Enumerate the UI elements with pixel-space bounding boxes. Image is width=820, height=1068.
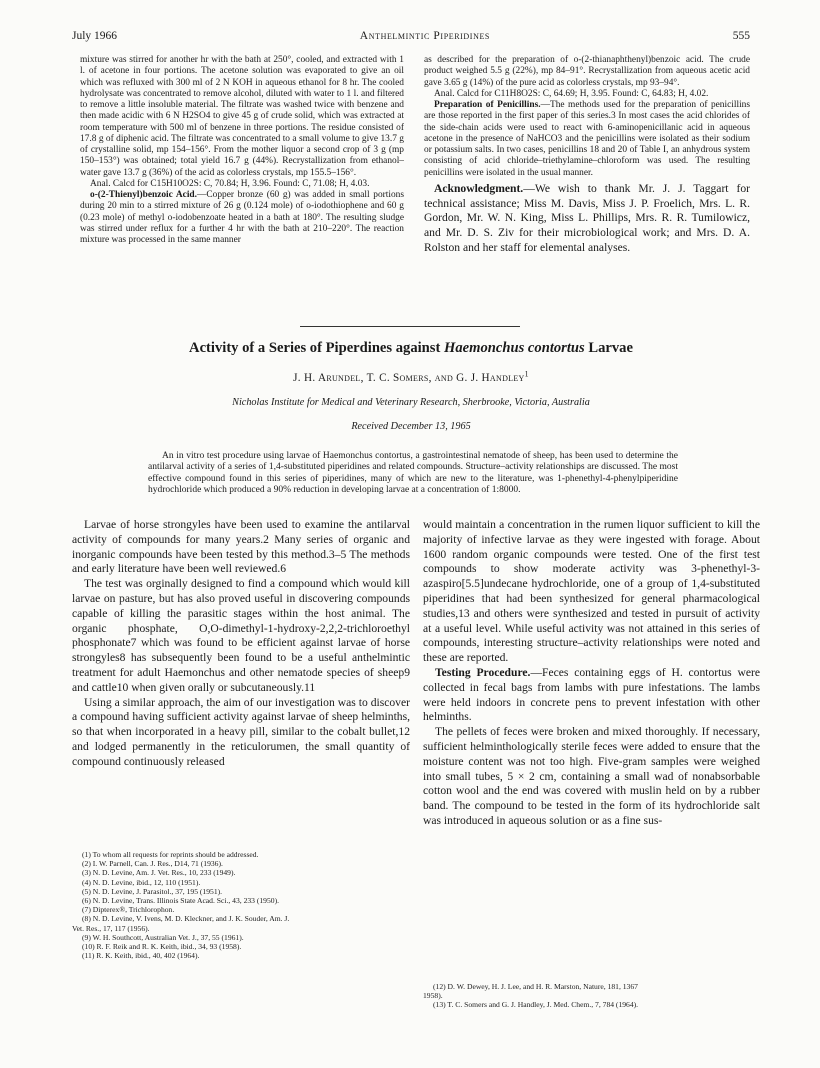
- article-affiliation: Nicholas Institute for Medical and Veterinary Research, Sherbrooke, Victoria, Australia: [232, 397, 590, 408]
- article-divider: [300, 326, 520, 327]
- body-left-column: [72, 518, 410, 770]
- author-footnote-marker: 1: [524, 369, 529, 379]
- body-right-column: [423, 518, 760, 829]
- footnote: (2) I. W. Parnell, Can. J. Res., D14, 71 (1936).: [82, 859, 223, 869]
- acknowledgment-paragraph: [424, 182, 750, 256]
- footnote: (5) N. D. Levine, J. Parasitol., 37, 195 (1951).: [82, 886, 223, 896]
- page-number: 555: [732, 30, 750, 42]
- paragraph-text: —The methods used for the preparation of penicillins are those reported in the first paper of this series.3 In most cases the acid chlorides of the side-chain acids were used to react with 6-aminopenicillanic acid in aqueous acetone in the presence of NaHCO3 and the penicillins were isolated as their sodium or potassium salts. In two cases, penicillins 18 and 20 of Table I, an anhydrous system consisting of acid chloride–triethylamine–chloroform was used. The resulting penicillins were isolated in the usual manner.: [424, 100, 751, 178]
- pellets-paragraph: The pellets of feces were broken and mixed thoroughly. If necessary, sufficient helminthologically sterile feces were added to ensure that the moisture content was not too high. Five-gram samples were weighed into small tubes, 5 × 2 cm, containing a small wad of nonabsorbable cotton wool and the end was covered with muslin held on by a rubber band. The compound to be tested in the form of its hydrochloride salt was introduced in aqueous solution or as a fine sus-: [423, 725, 760, 827]
- testing-procedure-paragraph: [423, 666, 760, 725]
- footnote: (3) N. D. Levine, Am. J. Vet. Res., 10, 233 (1949).: [82, 868, 236, 878]
- article-title: [72, 340, 750, 357]
- received-date: Received December 13, 1965: [351, 421, 471, 432]
- aim-paragraph: Using a similar approach, the aim of our investigation was to discover a compound having sufficient activity against larvae of sheep helminths, so that when incorporated in a heavy pill, similar to the cobalt bullet,12 and lodged permanently in the reticulorumen, the small quantity of compound continuously released: [72, 695, 410, 768]
- footnote-continuation: Vet. Res., 17, 117 (1956).: [72, 923, 150, 933]
- footnote: (11) R. K. Keith, ibid., 40, 402 (1964).: [82, 951, 200, 961]
- header-date: July 1966: [72, 30, 118, 42]
- preceding-article-left-column: [80, 55, 404, 246]
- footnotes-left: [72, 850, 410, 960]
- experimental-paragraph: as described for the preparation of o-(2-thianaphthenyl)benzoic acid. The crude product weighed 5.5 g (22%), mp 84–91°. Recrystallization from aqueous acetic acid gave 3.65 g (14%) of the pure acid as colorless crystals, mp 93–94°.: [424, 55, 750, 88]
- footnote: (10) R. F. Reik and R. K. Keith, ibid., 34, 93 (1958).: [82, 942, 242, 952]
- section-text: —Feces containing eggs of H. contortus were collected in fecal bags from lambs with pure infestations. The lambs were held indoors in concrete pens to prevent infestation with other helminths.: [423, 665, 760, 724]
- running-head: [72, 30, 750, 42]
- thienyl-benzoic-acid-paragraph: [80, 190, 404, 246]
- title-species: Haemonchus contortus: [444, 340, 585, 356]
- acknowledgment-text: —We wish to thank Mr. J. J. Taggart for technical assistance; Miss M. Davis, Miss J. P. Froelich, Mrs. L. R. Gordon, Mr. W. N. King, Miss L. Phillips, Mrs. R. R. Tumilowicz, and Mr. D. S. Ziv for their microbiological work; and Mrs. D. A. Rolston and her staff for elemental analyses.: [424, 181, 750, 254]
- analysis-paragraph: Anal. Calcd for C11H8O2S: C, 64.69; H, 3.95. Found: C, 64.83; H, 4.02.: [434, 88, 709, 99]
- section-heading: Testing Procedure.: [435, 665, 531, 679]
- background-paragraph: The test was orginally designed to find a compound which would kill larvae on pasture, but has also proved useful in discovering compounds capable of killing the parasitic stages within the host animal. The organic phosphate, O,O-dimethyl-1-hydroxy-2,2,2-trichloroethyl phosphonate7 which was found to be efficient against larvae of horse strongyles8 has subsequently been found to be a useful anthelmintic treatment for adult Haemonchus and other nematode species of sheep9 and cattle10 when given orally or subcutaneously.11: [72, 577, 410, 694]
- acknowledgment-heading: Acknowledgment.: [434, 181, 524, 195]
- penicillins-paragraph: [424, 100, 750, 179]
- footnote-continuation: 1958).: [423, 991, 443, 1001]
- preceding-article-right-column: [424, 55, 750, 256]
- title-prefix: Activity of a Series of Piperdines against: [189, 340, 441, 356]
- footnote: (13) T. C. Somers and G. J. Handley, J. Med. Chem., 7, 784 (1964).: [433, 1000, 639, 1010]
- header-title: Anthelmintic Piperidines: [359, 30, 490, 42]
- footnote: (7) Dipterex®, Trichlorophon.: [82, 905, 175, 915]
- footnote: (12) D. W. Dewey, H. J. Lee, and H. R. Marston, Nature, 181, 1367: [433, 982, 638, 991]
- paragraph-heading: Preparation of Penicillins.: [434, 100, 541, 110]
- analysis-paragraph: Anal. Calcd for C15H10O2S: C, 70.84; H, 3.96. Found: C, 71.08; H, 4.03.: [90, 178, 370, 189]
- abstract: An in vitro test procedure using larvae of Haemonchus contortus, a gastrointestinal nematode of sheep, has been used to determine the antilarval activity of a series of 1,4-substituted piperidines and related compounds. Structure–activity relationships are discussed. The most effective compound found in this series of piperidines, many of which are new to the literature, was 1-phenethyl-4-phenylpiperidine hydrochloride which produced a 90% reduction in developing larvae at a concentration of 1:8000.: [148, 451, 678, 496]
- footnote: (8) N. D. Levine, V. Ivens, M. D. Kleckner, and J. K. Souder, Am. J.: [82, 914, 290, 924]
- footnotes-right: [423, 982, 760, 1010]
- continuation-paragraph: would maintain a concentration in the rumen liquor sufficient to kill the majority of infective larvae as they were ingested with forage. About 1600 random organic compounds were tested. One of the first test compounds to show moderate activity was 3-phenethyl-3-azaspiro[5.5]undecane hydrochloride, one of a group of 1,4-substituted piperidines that had been synthesized for general pharmacological studies,13 and others were synthesized and tested in pursuit of activity at a useful level. While useful activity was not attained in this series of compounds, interesting structure–activity relationships were noted and these are reported.: [423, 518, 760, 665]
- footnote: (9) W. H. Southcott, Australian Vet. J., 37, 55 (1961).: [82, 932, 244, 942]
- experimental-paragraph: mixture was stirred for another hr with the bath at 250°, cooled, and extracted with 1 l. of acetone in four portions. The acetone solution was evaporated to give an oil which was refluxed with 300 ml of 2 N KOH in aqueous ethanol for 8 hr. The cooled hydrolysate was concentrated to remove alcohol, diluted with water to 1 l. and filtered to remove a little insoluble material. The filtrate was washed twice with benzene and then made acidic with 6 N H2SO4 to give 45 g of crude solid, which was extracted at room temperature with 500 ml of benzene in three portions. The residue consisted of 17.8 g of diphenic acid. The filtrate was concentrated to a small volume to give 13.7 g of crystalline solid, mp 154–156°. From the mother liquor a second crop of 3 g (mp 150–153°) was obtained; total yield 16.7 g (44%). Recrystallization from ethanol–water gave 13.7 g (36%) of the acid as colorless crystals, mp 155.5–156°.: [80, 55, 404, 178]
- footnote: (6) N. D. Levine, Trans. Illinois State Acad. Sci., 43, 233 (1950).: [82, 896, 279, 906]
- footnote: (1) To whom all requests for reprints should be addressed.: [82, 850, 259, 859]
- paragraph-heading: o-(2-Thienyl)benzoic Acid.: [90, 190, 197, 200]
- intro-paragraph: Larvae of horse strongyles have been used to examine the antilarval activity of compounds for many years.2 Many series of organic and inorganic compounds have been tested by this method.3–5 The methods and early literature have been well reviewed.6: [72, 518, 410, 576]
- title-suffix: Larvae: [588, 340, 633, 356]
- article-authors: [72, 369, 750, 384]
- footnote: (4) N. D. Levine, ibid., 12, 110 (1951).: [82, 877, 201, 887]
- author-names: J. H. Arundel, T. C. Somers, and G. J. Handley: [293, 372, 525, 384]
- paragraph-text: —Copper bronze (60 g) was added in small portions during 20 min to a stirred mixture of 26 g (0.124 mole) of o-iodothiophene and 60 g (0.23 mole) of methyl o-iodobenzoate heated in a bath at 180°. The resulting sludge was stirred under reflux for a further 4 hr with the bath at 210–220°. The reaction mixture was processed in the same manner: [80, 190, 404, 245]
